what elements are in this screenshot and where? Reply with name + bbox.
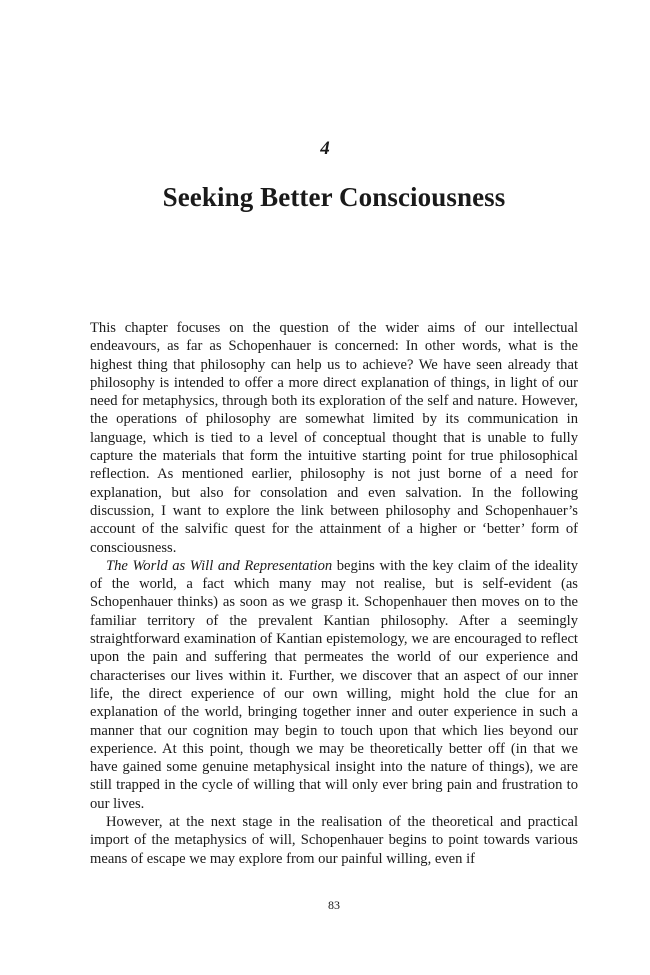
chapter-number: 4 xyxy=(320,138,330,159)
paragraph-2-text: begins with the key claim of the ideality of the world, a fact which many may not realise, but is self-evident (as Schopenhauer thinks) as soon as we grasp it. Schopenhauer then moves on to the familiar territory of the prevalent Kantian philosophy. After a seemingly straightforward examination of Kantian epistemology, we are encouraged to reflect upon the pain and suffering that permeates the world of our experience and characterises our lives within it. Further, we discover that an aspect of our inner life, the direct experience of our own willing, might hold the clue for an explanation of the world, bringing together inner and outer experience in such a manner that our cognition may begin to touch upon that which lies beyond our experience. At this point, though we may be theoretically better off (in that we have gained some genuine metaphysical insight into the nature of things), we are still trapped in the cycle of willing that will only ever bring pain and frustration to our lives. xyxy=(90,557,578,812)
body-text xyxy=(90,319,578,868)
chapter-title: Seeking Better Consciousness xyxy=(162,182,506,212)
paragraph-1: This chapter focuses on the question of the wider aims of our intellectual endeavours, as far as Schopenhauer is concerned: In other words, what is the highest thing that philosophy can help us to achieve? We have seen already that philosophy is intended to offer a more direct explanation of things, in light of our need for metaphysics, through both its exploration of the self and nature. However, the operations of philosophy are somewhat limited by its communication in language, which is tied to a level of conceptual thought that is unable to fully capture the materials that form the intuitive starting point for true philosophical reflection. As mentioned earlier, philosophy is not just borne of a need for explanation, but also for consolation and even salvation. In the following discussion, I want to explore the link between philosophy and Schopenhauer’s account of the salvific quest for the attainment of a higher or ‘better’ form of consciousness. xyxy=(90,320,578,556)
book-title: The World as Will and Representation xyxy=(106,557,333,574)
page-number: 83 xyxy=(328,898,340,912)
paragraph-2 xyxy=(90,557,578,813)
paragraph-3: However, at the next stage in the realisation of the theoretical and practical import of the metaphysics of will, Schopenhauer begins to point towards various means of escape we may explore from our painful willing, even if xyxy=(90,814,578,867)
